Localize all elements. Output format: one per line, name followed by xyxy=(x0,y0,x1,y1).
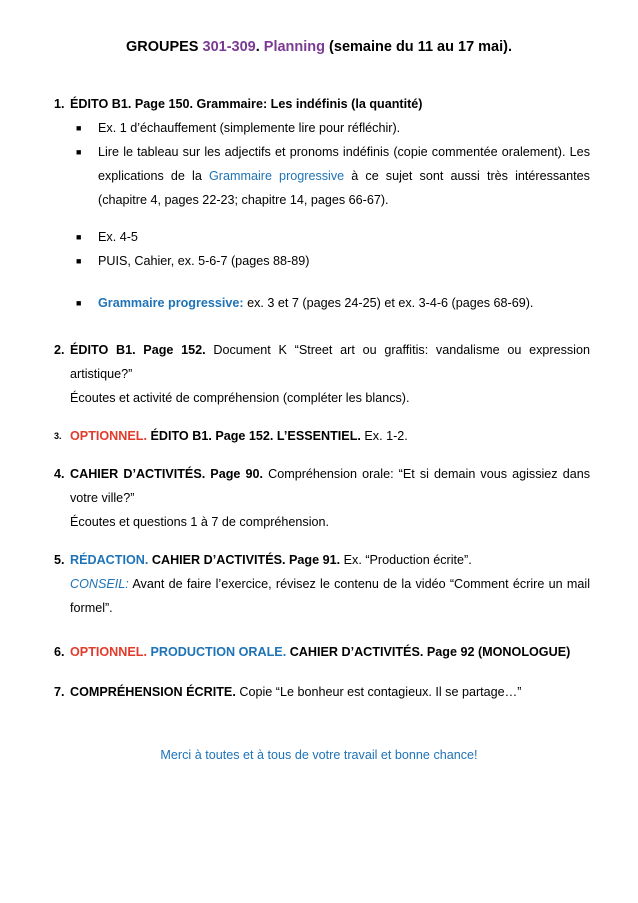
bullet-item: ■ Ex. 4-5 xyxy=(98,225,590,249)
item-number: 6. xyxy=(54,645,65,659)
planning-highlight: Planning xyxy=(263,39,326,55)
square-bullet-icon: ■ xyxy=(76,298,82,308)
item-heading: ÉDITO B1. Page 150. Grammaire: Les indéfinis (la quantité) xyxy=(70,97,423,111)
redaction-label: RÉDACTION. xyxy=(70,553,149,567)
bullet-item: ■ Grammaire progressive: ex. 3 et 7 (pages 24-25) et ex. 3-4-6 (pages 68-69). xyxy=(98,291,590,315)
list-item-7: 7. COMPRÉHENSION ÉCRITE. Copie “Le bonheur est contagieux. Il se partage…” xyxy=(54,680,590,704)
page-title: GROUPES 301-309. Planning (semaine du 11 au 17 mai). xyxy=(125,39,513,55)
list-item-3: 3. OPTIONNEL. ÉDITO B1. Page 152. L’ESSENTIEL. Ex. 1-2. xyxy=(54,424,590,448)
production-orale-label: PRODUCTION ORALE. xyxy=(146,645,287,659)
item-number: 4. xyxy=(54,467,65,481)
item-number: 1. xyxy=(54,97,65,111)
bullet-item: ■ PUIS, Cahier, ex. 5-6-7 (pages 88-89) xyxy=(98,249,590,273)
square-bullet-icon: ■ xyxy=(76,232,82,242)
grammaire-progressive-label: Grammaire progressive: xyxy=(98,296,244,310)
square-bullet-icon: ■ xyxy=(76,123,82,133)
square-bullet-icon: ■ xyxy=(76,256,82,266)
optionnel-label: OPTIONNEL. xyxy=(70,645,147,659)
list-item-5: 5. RÉDACTION. CAHIER D’ACTIVITÉS. Page 91. Ex. “Production écrite”. CONSEIL: Avant de faire l’exercice, révisez le contenu de la vidéo “Comment écrire un mail formel”. xyxy=(54,548,590,620)
bullet-item: ■ Ex. 1 d’échauffement (simplemente lire pour réfléchir). xyxy=(98,116,590,140)
closing-message: Merci à toutes et à tous de votre travail et bonne chance! xyxy=(160,748,478,762)
item-number: 5. xyxy=(54,553,65,567)
groups-highlight: 301-309 xyxy=(202,39,256,55)
list-item-4: 4. CAHIER D’ACTIVITÉS. Page 90. Compréhension orale: “Et si demain vous agissiez dans votre ville?” Écoutes et questions 1 à 7 de compréhension. xyxy=(54,462,590,534)
list-item-2: 2. ÉDITO B1. Page 152. Document K “Street art ou graffitis: vandalisme ou expression artistique?” Écoutes et activité de compréhension (compléter les blancs). xyxy=(54,338,590,410)
item-number: 3. xyxy=(54,431,62,441)
square-bullet-icon: ■ xyxy=(76,147,82,157)
grammaire-progressive-link: Grammaire progressive xyxy=(208,169,345,183)
conseil-label: CONSEIL: xyxy=(70,577,129,591)
list-item-6: 6. OPTIONNEL. PRODUCTION ORALE. CAHIER D’ACTIVITÉS. Page 92 (MONOLOGUE) xyxy=(54,640,590,664)
optionnel-label: OPTIONNEL. xyxy=(70,429,147,443)
item-number: 7. xyxy=(54,685,65,699)
list-item-1 xyxy=(54,92,590,116)
item-number: 2. xyxy=(54,343,65,357)
bullet-item: ■ Lire le tableau sur les adjectifs et pronoms indéfinis (copie commentée oralement). Les explications de la Grammaire progressive à ce sujet sont aussi très intéressantes (chapitre 4, pages 22-23; chapitre 14, pages 66-67). xyxy=(98,140,590,212)
